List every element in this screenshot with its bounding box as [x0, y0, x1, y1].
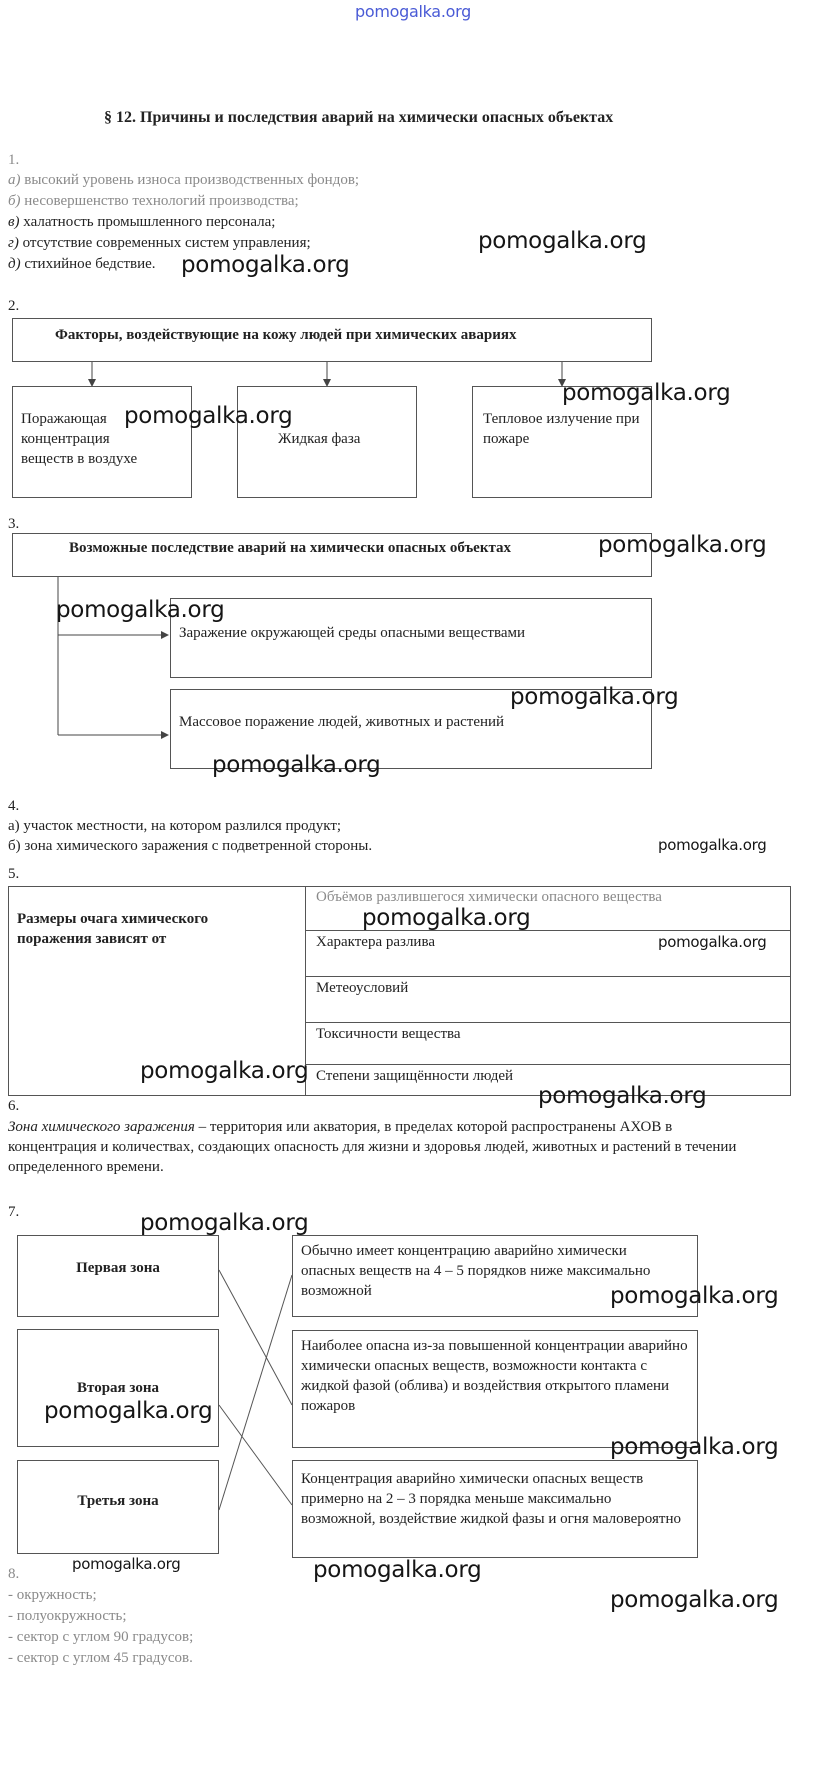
q7-zone-3 — [17, 1460, 219, 1554]
list-item: а) высокий уровень износа производственных фондов; — [8, 172, 360, 188]
q7-description-text: Концентрация аварийно химически опасных веществ примерно на 2 – 3 порядка меньше максимально возможной, воздействие жидкой фазы и огня маловероятно — [301, 1471, 681, 1527]
q5-row: Метеоусловий — [306, 976, 791, 1022]
q3-header: Возможные последствие аварий на химически опасных объектах — [69, 540, 512, 556]
watermark: pomogalka.org — [658, 933, 767, 951]
list-item: а) участок местности, на котором разлился продукт; — [8, 818, 342, 834]
watermark: pomogalka.org — [212, 752, 381, 778]
watermark: pomogalka.org — [478, 228, 647, 254]
watermark: pomogalka.org — [140, 1210, 309, 1236]
q3-box-1 — [170, 598, 652, 678]
watermark: pomogalka.org — [610, 1587, 779, 1613]
list-item: - окружность; — [8, 1587, 97, 1603]
q4-number: 4. — [8, 798, 20, 814]
q5-left-label: Размеры очага химического поражения зависят от — [17, 911, 209, 947]
q3-header-box — [12, 533, 652, 577]
watermark: pomogalka.org — [124, 403, 293, 429]
watermark: pomogalka.org — [598, 532, 767, 558]
list-item: г) отсутствие современных систем управления; — [8, 235, 311, 251]
q2-box-text: Тепловое излучение при пожаре — [483, 411, 640, 447]
list-item: д) стихийное бедствие. — [8, 256, 156, 272]
q7-zone-1 — [17, 1235, 219, 1317]
q3-number: 3. — [8, 516, 20, 532]
q3-box-text: Массовое поражение людей, животных и растений — [179, 714, 505, 730]
q2-header: Факторы, воздействующие на кожу людей при химических авариях — [55, 327, 517, 343]
q5-number: 5. — [8, 866, 20, 882]
watermark: pomogalka.org — [72, 1555, 181, 1573]
watermark: pomogalka.org — [313, 1557, 482, 1583]
q5-row: Степени защищённости людей — [306, 1064, 791, 1098]
q5-row: Токсичности вещества — [306, 1022, 791, 1064]
q7-description-text: Обычно имеет концентрацию аварийно химически опасных веществ на 4 – 5 порядков ниже максимально возможной — [301, 1243, 651, 1299]
watermark: pomogalka.org — [56, 597, 225, 623]
q6-definition — [8, 1117, 748, 1177]
watermark: pomogalka.org — [658, 836, 767, 854]
q7-description-text: Наиболее опасна из-за повышенной концентрации аварийно химически опасных веществ, возможности контакта с жидкой фазой (облива) и воздействия открытого пламени пожаров — [301, 1338, 688, 1414]
q6-number: 6. — [8, 1098, 20, 1114]
q5-row: Объёмов разлившегося химически опасного вещества — [316, 889, 662, 905]
list-item: - полуокружность; — [8, 1608, 127, 1624]
list-item: - сектор с углом 45 градусов. — [8, 1650, 193, 1666]
q1-number: 1. — [8, 152, 20, 168]
q2-number: 2. — [8, 298, 20, 314]
q6-text: – территория или акватория, в пределах которой распространены АХОВ в концентрация и количествах, создающих опасность для жизни и здоровья людей, животных и растений в течении определенного времени. — [8, 1119, 737, 1175]
q2-box-text: Поражающая концентрация веществ в воздухе — [21, 411, 138, 467]
q5-row: Характера разлива — [306, 930, 791, 976]
q6-term: Зона химического заражения — [8, 1119, 195, 1135]
q2-header-box — [12, 318, 652, 362]
watermark: pomogalka.org — [44, 1398, 213, 1424]
q7-zone-label: Первая зона — [76, 1260, 160, 1276]
watermark: pomogalka.org — [140, 1058, 309, 1084]
watermark-top: pomogalka.org — [355, 2, 471, 21]
watermark: pomogalka.org — [510, 684, 679, 710]
q7-description-3 — [292, 1460, 698, 1558]
list-item: - сектор с углом 90 градусов; — [8, 1629, 194, 1645]
watermark: pomogalka.org — [610, 1283, 779, 1309]
q8-number: 8. — [8, 1566, 20, 1582]
list-item: б) несовершенство технологий производства; — [8, 193, 299, 209]
q7-number: 7. — [8, 1204, 20, 1220]
page-title: § 12. Причины и последствия аварий на химически опасных объектах — [104, 109, 614, 126]
list-item: б) зона химического заражения с подветренной стороны. — [8, 838, 373, 854]
watermark: pomogalka.org — [362, 905, 531, 931]
watermark: pomogalka.org — [562, 380, 731, 406]
q7-zone-label: Третья зона — [77, 1493, 159, 1509]
watermark: pomogalka.org — [181, 252, 350, 278]
watermark: pomogalka.org — [610, 1434, 779, 1460]
q3-box-text: Заражение окружающей среды опасными веществами — [179, 625, 526, 641]
q7-zone-2 — [17, 1329, 219, 1447]
q7-description-2 — [292, 1330, 698, 1448]
watermark: pomogalka.org — [538, 1083, 707, 1109]
q2-box-text: Жидкая фаза — [278, 431, 361, 447]
q7-zone-label: Вторая зона — [77, 1380, 159, 1396]
list-item: в) халатность промышленного персонала; — [8, 214, 276, 230]
